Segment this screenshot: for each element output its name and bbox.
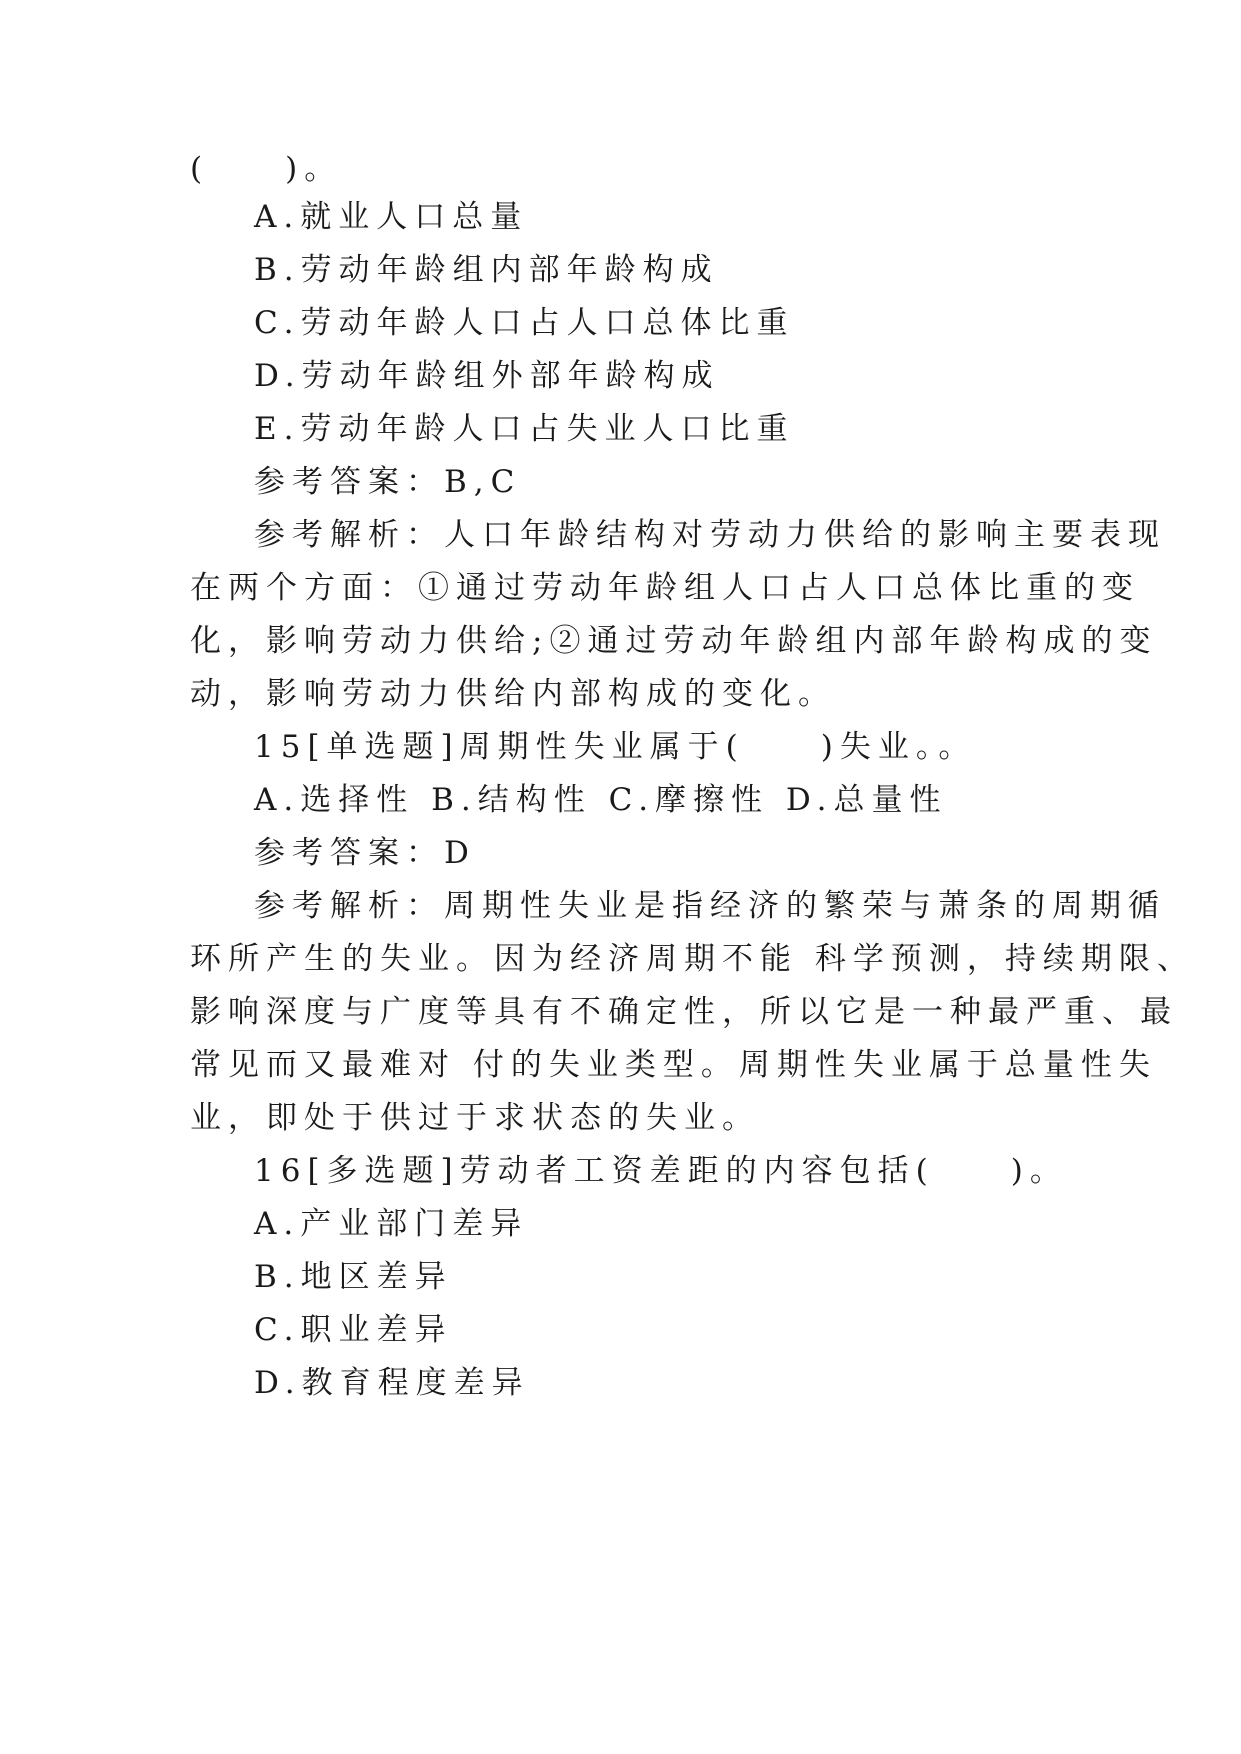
q14-analysis-line: 动，影响劳动力供给内部构成的变化。 bbox=[190, 676, 836, 712]
q15-analysis-line: 环所产生的失业。因为经济周期不能 科学预测，持续期限、 bbox=[190, 941, 1195, 977]
q15-answer: 参考答案：D bbox=[254, 835, 476, 871]
q14-option-b: B.劳动年龄组内部年龄构成 bbox=[254, 252, 719, 288]
q15-options: A.选择性 B.结构性 C.摩擦性 D.总量性 bbox=[254, 782, 948, 818]
q15-analysis-line: 参考解析：周期性失业是指经济的繁荣与萧条的周期循 bbox=[254, 888, 1166, 924]
q14-stem-tail: ( )。 bbox=[190, 151, 343, 187]
q16-stem: 16[多选题]劳动者工资差距的内容包括( )。 bbox=[254, 1153, 1068, 1189]
q14-option-c: C.劳动年龄人口占人口总体比重 bbox=[254, 305, 795, 341]
q14-answer: 参考答案：B,C bbox=[254, 464, 522, 500]
q14-analysis-line: 在两个方面：①通过劳动年龄组人口占人口总体比重的变 bbox=[190, 570, 1140, 606]
q15-analysis-line: 业，即处于供过于求状态的失业。 bbox=[190, 1100, 760, 1136]
q14-option-a: A.就业人口总量 bbox=[254, 199, 529, 235]
q14-analysis-line: 化，影响劳动力供给;②通过劳动年龄组内部年龄构成的变 bbox=[190, 623, 1158, 659]
q15-analysis-line: 常见而又最难对 付的失业类型。周期性失业属于总量性失 bbox=[190, 1047, 1157, 1083]
q14-analysis-line: 参考解析：人口年龄结构对劳动力供给的影响主要表现 bbox=[254, 517, 1166, 553]
q16-option-d: D.教育程度差异 bbox=[254, 1365, 530, 1401]
q14-option-d: D.劳动年龄组外部年龄构成 bbox=[254, 358, 720, 394]
q15-stem: 15[单选题]周期性失业属于( )失业。。 bbox=[254, 729, 977, 765]
q16-option-a: A.产业部门差异 bbox=[254, 1206, 529, 1242]
q16-option-b: B.地区差异 bbox=[254, 1259, 453, 1295]
q15-analysis-line: 影响深度与广度等具有不确定性，所以它是一种最严重、最 bbox=[190, 994, 1178, 1030]
q16-option-c: C.职业差异 bbox=[254, 1312, 453, 1348]
q14-option-e: E.劳动年龄人口占失业人口比重 bbox=[254, 411, 795, 447]
